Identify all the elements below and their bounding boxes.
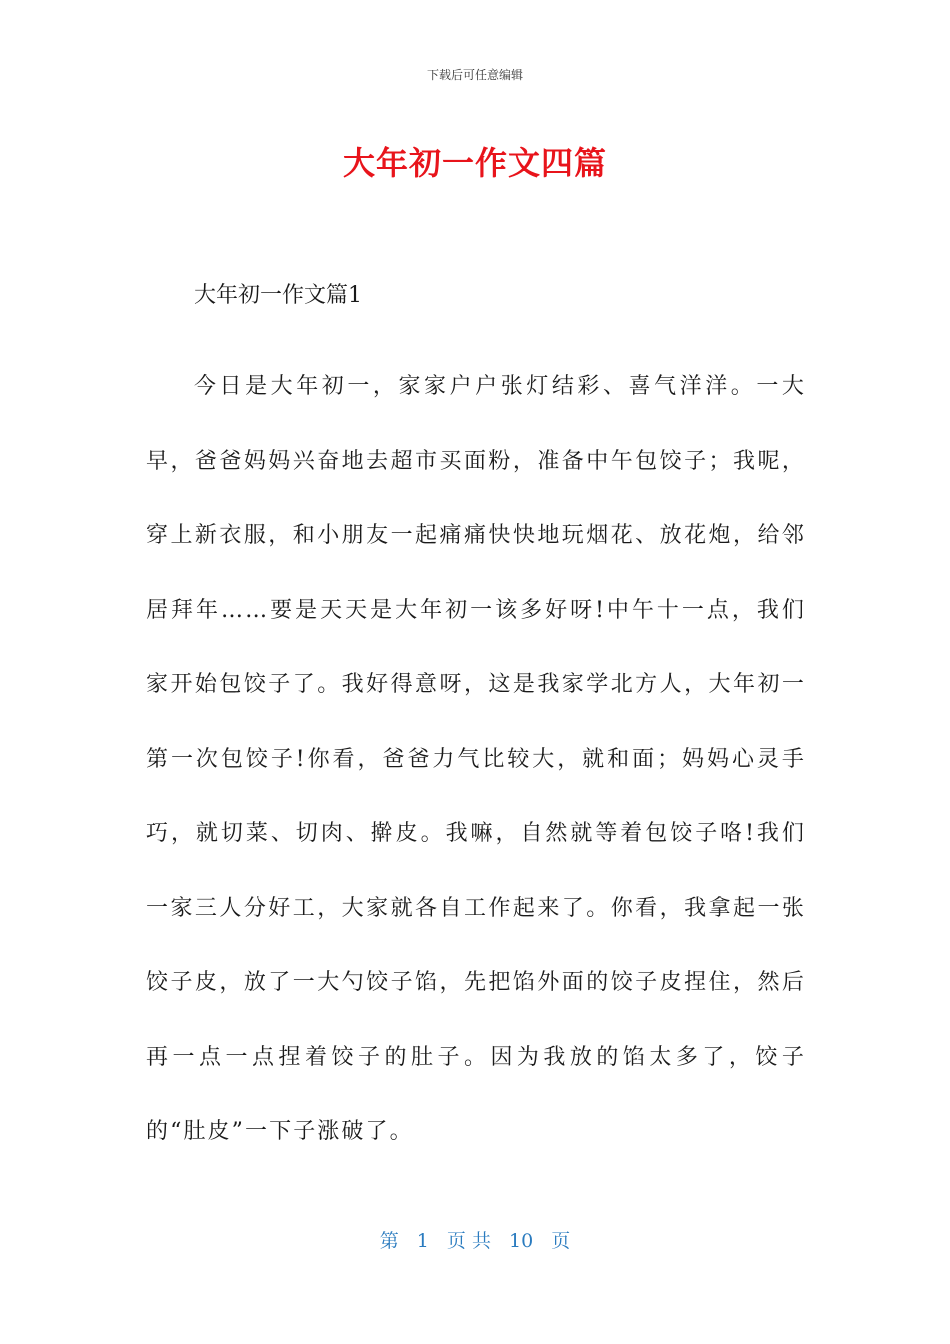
footer-suffix: 页 (551, 1230, 571, 1252)
footer-middle: 页 共 (446, 1230, 491, 1252)
document-title: 大年初一作文四篇 (342, 144, 607, 182)
header-note: 下载后可任意编辑 (426, 68, 523, 82)
section-heading: 大年初一作文篇1 (194, 283, 362, 308)
body-paragraph: 今日是大年初一，家家户户张灯结彩、喜气洋洋。一大早，爸爸妈妈兴奋地去超市买面粉，准备中午包饺子；我呢，穿上新衣服，和小朋友一起痛痛快快地玩烟花、放花炮，给邻居拜年……要是天天是大年初一该多好呀!中午十一点，我们家开始包饺子了。我好得意呀，这是我家学北方人，大年初一第一次包饺子!你看，爸爸力气比较大，就和面；妈妈心灵手巧，就切菜、切肉、擀皮。我嘛，自然就等着包饺子咯!我们一家三人分好工，大家就各自工作起来了。你看，我拿起一张饺子皮，放了一大勺饺子馅，先把馅外面的饺子皮捏住，然后再一点一点捏着饺子的肚子。因为我放的馅太多了，饺子的“肚皮”一下子涨破了。 (146, 374, 806, 1144)
footer-prefix: 第 (379, 1230, 399, 1252)
footer-total-pages: 10 (509, 1230, 534, 1252)
footer-page-number: 1 (416, 1230, 429, 1252)
page-footer (0, 1226, 950, 1253)
